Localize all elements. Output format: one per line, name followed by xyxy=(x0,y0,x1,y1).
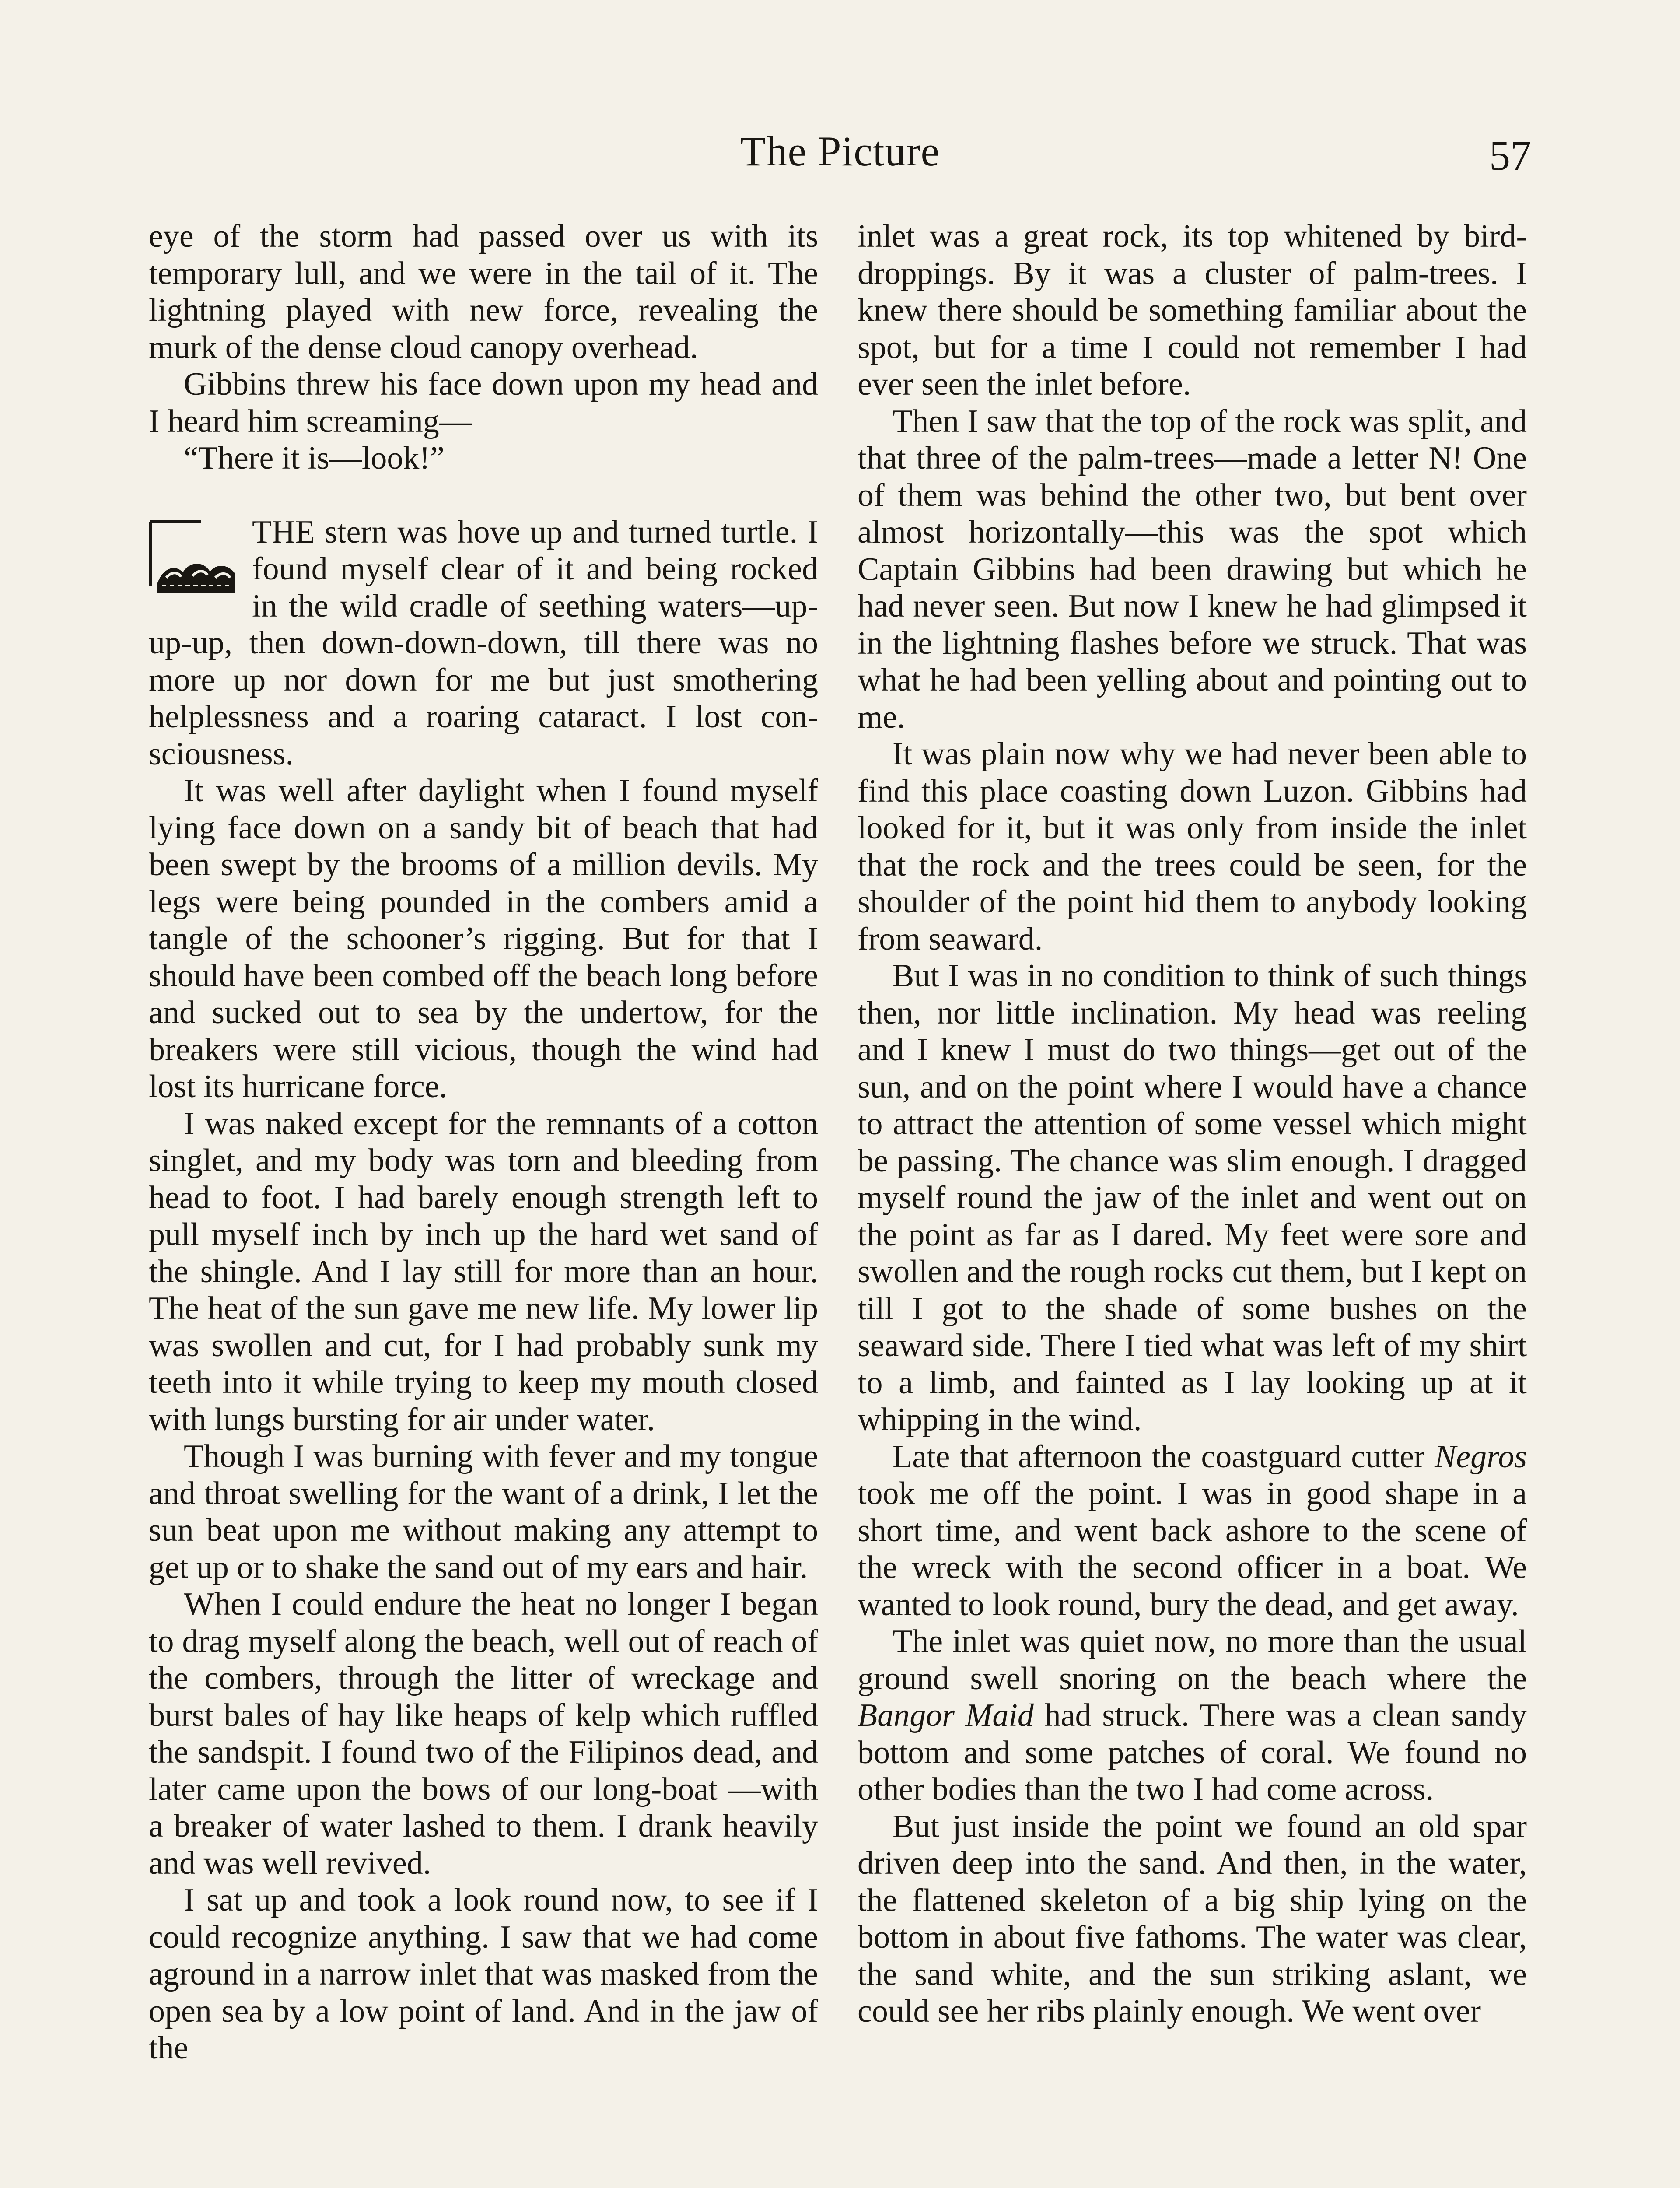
right-column xyxy=(858,218,1527,2030)
ship-name: Bangor Maid xyxy=(858,1697,1034,1733)
left-column xyxy=(149,218,818,2067)
running-title: The Picture xyxy=(740,128,940,175)
paragraph: Then I saw that the top of the rock was split, and that three of the palm-trees—made a letter N! One of them was behind the other two, but bent over almost horizontally—this was the spot which Captain Gibbins had been drawing but which he had never seen. But now I knew he had glimpsed it in the lightning flashes before we struck. That was what he had been yelling about and pointing out to me. xyxy=(858,403,1527,735)
paragraph: I sat up and took a look round now, to see if I could recognize anything. I saw that we had come aground in a narrow inlet that was masked from the open sea by a low point of land. And in the jaw of the xyxy=(149,1882,818,2066)
paragraph: “There it is—look!” xyxy=(184,440,444,476)
paragraph: Though I was burning with fever and my tongue and throat swelling for the want of a drink, I let the sun beat upon me without making any attempt to get up or to shake the sand out of my ears and hair. xyxy=(149,1438,818,1585)
paragraph: When I could endure the heat no longer I began to drag myself along the beach, well out of reach of the combers, through the litter of wreckage and burst bales of hay like heaps of kelp which ruffled the sandspit. I found two of the Filipinos dead, and later came upon the bows of our long-boat —with a breaker of water lashed to them. I drank heavily and was well revived. xyxy=(149,1586,818,1881)
paragraph: It was plain now why we had never been able to find this place coasting down Luzon. Gibbins had looked for it, but it was only from inside the inlet that the rock and the trees could be seen, for the shoulder of the point hid them to anybody looking from seaward. xyxy=(858,736,1527,957)
paragraph: Gibbins threw his face down upon my head and I heard him screaming— xyxy=(149,366,818,439)
paragraph: But just inside the point we found an old spar driven deep into the sand. And then, in the water, the flattened skeleton of a big ship lying on the bottom in about five fathoms. The water was clear, the sand white, and the sun striking aslant, we could see her ribs plainly enough. We went over xyxy=(858,1808,1527,2029)
paragraph: Late that afternoon the coastguard cutter Negros took me off the point. I was in good shape in a short time, and went back ashore to the scene of the wreck with the second officer in a boat. We wanted to look round, bury the dead, and get away. xyxy=(858,1438,1527,1623)
paragraph: I was naked except for the remnants of a cotton singlet, and my body was torn and bleeding from head to foot. I had barely enough strength left to pull myself inch by inch up the hard wet sand of the shingle. And I lay still for more than an hour. The heat of the sun gave me new life. My lower lip was swollen and cut, for I had probably sunk my teeth into it while trying to keep my mouth closed with lungs bursting for air under water. xyxy=(149,1105,818,1438)
paragraph: The inlet was quiet now, no more than the usual ground swell snoring on the beach where the Bangor Maid had struck. There was a clean sandy bottom and some patches of coral. We found no other bodies than the two I had come across. xyxy=(858,1623,1527,1807)
paragraph: It was well after daylight when I found myself lying face down on a sandy bit of beach that had been swept by the brooms of a million devils. My legs were being pounded in the combers amid a tangle of the schooner’s rigging. But for that I should have been combed off the beach long before and sucked out to sea by the undertow, for the breakers were still vicious, though the wind had lost its hurricane force. xyxy=(149,773,818,1105)
paragraph: But I was in no condition to think of such things then, nor little inclination. My head was reeling and I knew I must do two things—get out of the sun, and on the point where I would have a chance to attract the attention of some vessel which might be passing. The chance was slim enough. I dragged myself round the jaw of the inlet and went out on the point as far as I dared. My feet were sore and swollen and the rough rocks cut them, but I kept on till I got to the shade of some bushes on the seaward side. There I tied what was left of my shirt to a limb, and fainted as I lay looking up at it whipping in the wind. xyxy=(858,958,1527,1438)
ship-name: Negros xyxy=(1434,1438,1527,1475)
wave-ornament-icon xyxy=(149,520,240,594)
paragraph: eye of the storm had passed over us with its temporary lull, and we were in the tail of it. The lightning played with new force, revealing the murk of the dense cloud canopy overhead. xyxy=(149,218,818,365)
paragraph: inlet was a great rock, its top whitened by bird-droppings. By it was a cluster of palm-trees. I knew there should be something familiar about the spot, but for a time I could not remember I had ever seen the inlet before. xyxy=(858,218,1527,402)
paragraph-with-ornament: THE stern was hove up and turned turtle. I found myself clear of it and being rocked in the wild cradle of seething waters—up-up-up, then down-down-down, till there was no more up nor down for me but just smothering helplessness and a roaring cataract. I lost consciousness. xyxy=(149,514,818,772)
page-number: 57 xyxy=(1489,132,1531,179)
